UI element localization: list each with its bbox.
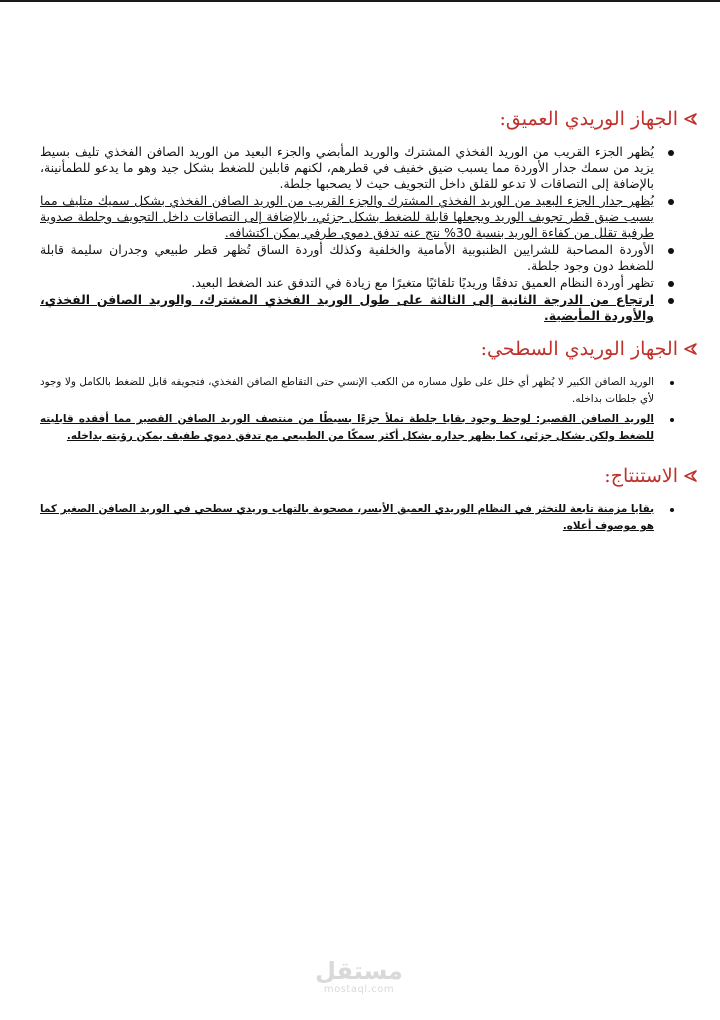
watermark-logo	[314, 958, 404, 995]
section-heading-conclusion	[40, 465, 698, 487]
section-conclusion	[40, 465, 680, 535]
list-item: بقايا مزمنة تابعة للتخثر في النظام الوريدي العميق الأيسر، مصحوبة بالتهاب وريدي سطحي في الوريد الصافن الصغير كما هو موصوف أعلاه.	[40, 501, 680, 535]
report-document	[40, 108, 680, 538]
section-heading-deep	[40, 108, 698, 130]
bullet-list	[40, 374, 680, 445]
watermark-arabic: مستقل	[315, 957, 403, 985]
list-item: الوريد الصافن الكبير لا يُظهر أي خلل على طول مساره من الكعب الإنسي حتى التقاطع الصافن الفخذي، فتجويفه قابل للضغط بالكامل ولا وجود لأي جلطات بداخله.	[40, 374, 680, 408]
arrow-check-icon	[682, 111, 698, 127]
section-deep-venous	[40, 108, 680, 324]
section-title: الجهاز الوريدي العميق:	[499, 108, 678, 130]
list-item: يُظهر جدار الجزء البعيد من الوريد الفخذي المشترك والجزء القريب من الوريد الصافن الفخذي بشكل سميك متليف مما يسبب ضيق قطر تجويف الوريد ويجعلها قابلة للضغط بشكل جزئي، بالإضافة إلى التصاقات داخل التجويف وجلطة صدوية طرفية تقلل من كفاءة الوريد بنسبة 30% نتج عنه تدفق دموي طرفي يمكن اكتشافه.	[40, 193, 680, 241]
bullet-list	[40, 144, 680, 324]
section-heading-superficial	[40, 338, 698, 360]
watermark-latin: mostaql.com	[323, 984, 395, 995]
list-item: الأوردة المصاحبة للشرايين الظنبوبية الأمامية والخلفية وكذلك أوردة الساق تُظهر قطر طبيعي وجدران سليمة قابلة للضغط دون وجود جلطة.	[40, 242, 680, 274]
top-border-line	[0, 0, 720, 2]
list-item: يُظهر الجزء القريب من الوريد الفخذي المشترك والوريد المأبضي والجزء البعيد من الوريد الصافن الفخذي تليف بسيط يزيد من سمك جدار الأوردة مما يسبب ضيق خفيف في قطرهم، لكنهم قابلين للضغط بشكل جيد وهو ما يدعو للطمأنينة، بالإضافة إلى التصاقات لا تدعو للقلق داخل التجويف حيث لا يصحبها جلطة.	[40, 144, 680, 192]
arrow-check-icon	[682, 341, 698, 357]
bullet-list	[40, 501, 680, 535]
section-title: الاستنتاج:	[604, 465, 678, 487]
list-item: تظهر أوردة النظام العميق تدفقًا وريديًا تلقائيًا متغيرًا مع زيادة في التدفق عند الضغط البعيد.	[40, 275, 680, 291]
section-title: الجهاز الوريدي السطحي:	[480, 338, 678, 360]
list-item: الوريد الصافن القصير: لوحظ وجود بقايا جلطة تملأ جزءًا بسيطًا من منتصف الوريد الصافن القصير مما أفقده قابليته للضغط ولكن بشكل جزئي، كما يظهر جداره بشكل أكثر سمكًا من الطبيعي مع تدفق دموي طفيف يمكن رؤيته بداخله.	[40, 411, 680, 445]
section-superficial-venous	[40, 338, 680, 445]
arrow-check-icon	[682, 468, 698, 484]
list-item: ارتجاع من الدرجة الثانية إلى الثالثة على طول الوريد الفخذي المشترك، والوريد الصافن الفخذي، والأوردة المأبضية.	[40, 292, 680, 324]
